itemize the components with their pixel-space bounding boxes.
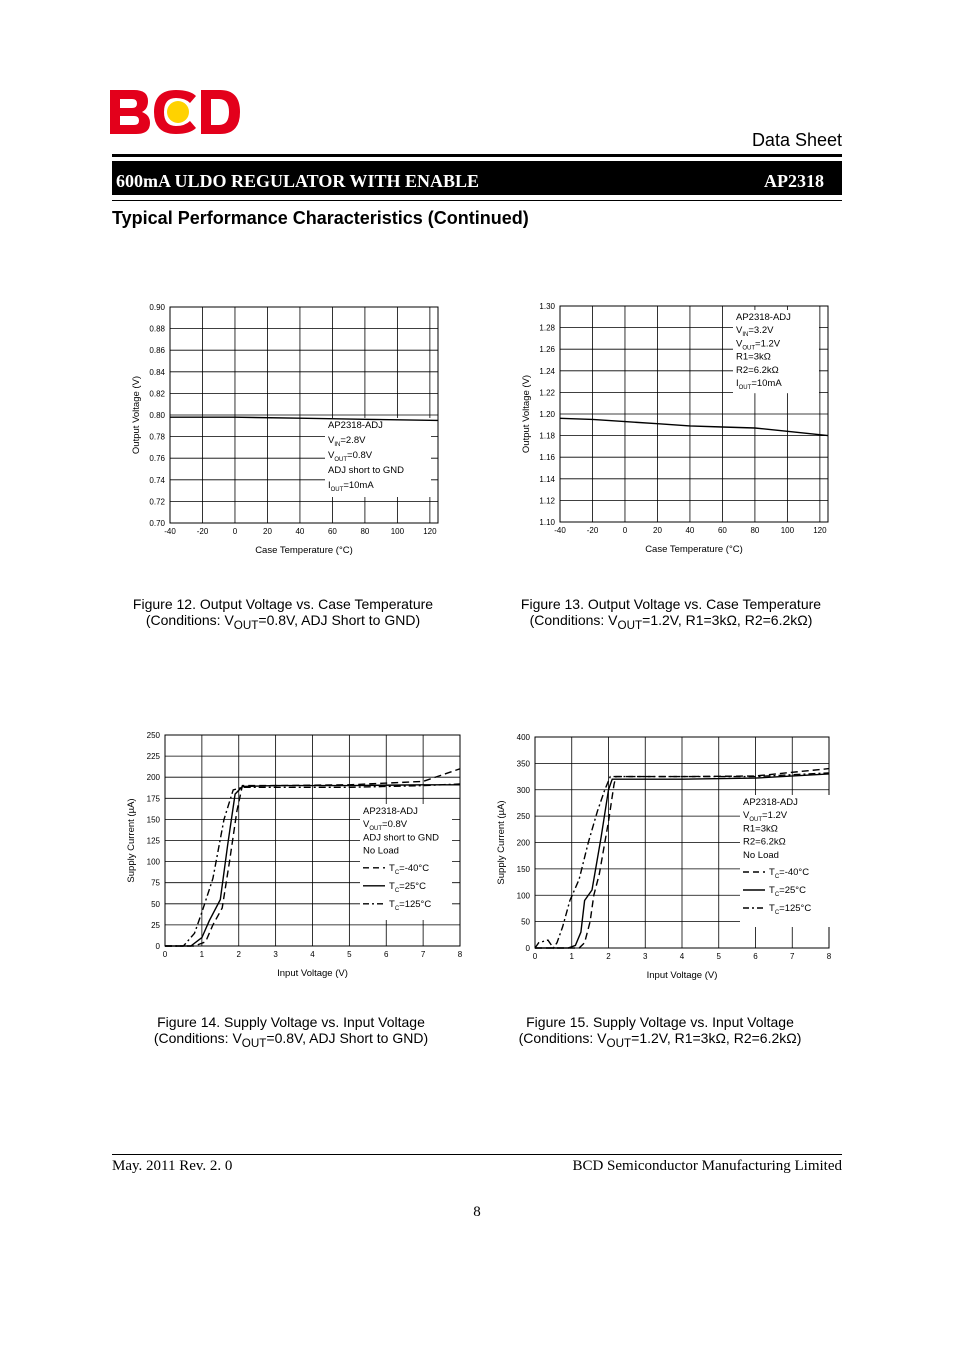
legend-text-main: AP2318-ADJ	[363, 806, 418, 817]
legend-text-rest: =1.2V	[762, 810, 788, 822]
y-tick-label: 1.24	[539, 366, 555, 376]
legend-text-main: V	[736, 325, 743, 337]
y-tick-label: 50	[521, 917, 530, 927]
legend-text-main: T	[389, 880, 395, 892]
legend-subscript: C	[394, 887, 400, 894]
x-axis-label: Case Temperature (°C)	[645, 544, 743, 555]
legend-text	[743, 837, 786, 848]
section-title: Typical Performance Characteristics (Continued)	[112, 208, 529, 228]
figure-13-caption	[484, 596, 858, 634]
y-tick-label: 100	[516, 891, 530, 901]
legend-text-main: ADJ short to GND	[328, 465, 405, 476]
y-tick-label: 175	[146, 794, 160, 804]
y-tick-label: 1.16	[539, 453, 555, 463]
x-tick-label: 3	[273, 950, 278, 959]
legend-subscript: IN	[742, 332, 749, 339]
legend-text-main: No Load	[363, 845, 399, 857]
x-tick-label: 0	[162, 950, 168, 959]
x-tick-label: 7	[420, 950, 426, 959]
y-tick-label: 1.10	[539, 518, 555, 527]
y-tick-label: 25	[151, 920, 160, 930]
x-tick-label: 2	[236, 950, 241, 959]
y-tick-label: 1.20	[539, 410, 555, 419]
x-tick-label: 80	[750, 526, 760, 535]
y-tick-label: 350	[516, 759, 530, 769]
legend-subscript: OUT	[369, 826, 383, 833]
legend-text-rest: =10mA	[343, 480, 374, 491]
legend-text-main: R1=3kΩ	[743, 823, 778, 835]
legend-subscript: C	[774, 874, 780, 880]
caption-text: =1.2V, R1=3kΩ, R2=6.2kΩ)	[642, 612, 813, 628]
figure-12-caption	[100, 596, 466, 634]
y-tick-label: 125	[146, 836, 160, 846]
legend-text-rest: =10mA	[751, 378, 782, 389]
caption-line: Figure 15. Supply Voltage vs. Input Voltage	[526, 1014, 794, 1030]
caption-line	[100, 612, 466, 634]
x-tick-label: 0	[532, 952, 538, 961]
y-tick-label: 0.78	[149, 432, 165, 442]
y-tick-label: 0.90	[149, 303, 165, 312]
caption-text: (Conditions: V	[529, 612, 618, 628]
legend-text-main: AP2318-ADJ	[736, 312, 791, 323]
x-tick-label: 1	[569, 952, 574, 961]
legend-text-rest: =25°C	[779, 885, 806, 896]
caption-line	[480, 1030, 840, 1052]
page-number: 8	[473, 1204, 481, 1220]
y-tick-label: 200	[146, 773, 160, 783]
legend-text-main: V	[328, 450, 335, 461]
part-number: AP2318	[764, 171, 824, 191]
x-tick-label: 8	[457, 950, 463, 959]
x-tick-label: 20	[263, 527, 272, 536]
y-tick-label: 1.28	[539, 323, 555, 333]
legend-text-rest: =125°C	[399, 898, 432, 910]
legend-subscript: OUT	[738, 385, 752, 391]
y-tick-label: 0.76	[149, 454, 165, 464]
footer-rule	[112, 1154, 842, 1155]
caption-line	[484, 612, 858, 634]
y-tick-label: 0.74	[149, 475, 165, 485]
caption-subscript: OUT	[241, 1036, 267, 1050]
y-tick-label: 250	[516, 812, 530, 822]
legend-subscript: OUT	[334, 457, 348, 463]
caption-text: (Conditions: V	[153, 1030, 242, 1046]
y-tick-label: 250	[146, 731, 160, 740]
legend-subscript: C	[774, 892, 780, 898]
legend-text-main: V	[743, 810, 750, 822]
y-tick-label: 200	[516, 838, 530, 848]
legend-text	[743, 823, 778, 834]
x-axis-label: Input Voltage (V)	[277, 968, 348, 979]
y-tick-label: 1.26	[539, 345, 555, 355]
y-tick-label: 0.86	[149, 346, 165, 356]
legend-text-main: R2=6.2kΩ	[736, 364, 779, 376]
x-tick-label: -20	[586, 526, 599, 535]
legend-text-main: AP2318-ADJ	[743, 797, 798, 808]
x-tick-label: 60	[327, 527, 337, 536]
legend-text-main: R1=3kΩ	[736, 351, 771, 363]
y-tick-label: 1.18	[539, 431, 555, 441]
x-tick-label: 0	[622, 526, 628, 535]
legend-text-main: ADJ short to GND	[363, 832, 440, 844]
y-tick-label: 1.22	[539, 388, 555, 398]
x-tick-label: 80	[360, 527, 370, 536]
legend-text-main: T	[769, 885, 775, 896]
legend-text-main: V	[328, 435, 335, 446]
caption-subscript: OUT	[233, 618, 259, 632]
legend-text-rest: =1.2V	[755, 338, 781, 350]
legend-subscript: OUT	[330, 487, 344, 493]
x-tick-label: 1	[199, 950, 205, 959]
y-tick-label: 0.84	[149, 367, 165, 377]
y-tick-label: 100	[146, 857, 160, 867]
x-tick-label: 5	[347, 950, 352, 959]
legend-subscript: OUT	[742, 345, 756, 352]
y-axis-label: Output Voltage (V)	[521, 374, 532, 454]
y-axis-label: Supply Current (µA)	[496, 800, 507, 885]
y-tick-label: 1.30	[539, 302, 555, 311]
x-tick-label: 2	[606, 952, 611, 961]
legend-text-main: V	[363, 819, 370, 831]
caption-line: Figure 12. Output Voltage vs. Case Temperature	[132, 596, 434, 612]
x-tick-label: 7	[790, 952, 795, 961]
caption-text: =0.8V, ADJ Short to GND)	[258, 612, 421, 628]
x-tick-label: 8	[826, 952, 832, 961]
y-tick-label: 0.72	[149, 497, 165, 507]
legend-text-main: I	[736, 378, 739, 389]
y-tick-label: 150	[516, 864, 530, 874]
legend-text-main: R2=6.2kΩ	[743, 836, 786, 848]
y-tick-label: 75	[151, 878, 160, 888]
legend-subscript: C	[774, 910, 780, 916]
y-tick-label: 50	[151, 899, 160, 909]
legend-text-main: V	[736, 338, 743, 350]
legend-text-main: T	[389, 898, 395, 910]
legend-text-rest: =25°C	[399, 880, 426, 892]
y-tick-label: 0	[155, 942, 160, 951]
x-tick-label: -40	[164, 527, 176, 536]
x-tick-label: 4	[310, 950, 315, 959]
x-axis-label: Case Temperature (°C)	[255, 545, 353, 556]
data-sheet-label: Data Sheet	[751, 130, 842, 150]
plot-area	[496, 733, 832, 981]
x-tick-label: 100	[390, 527, 405, 536]
legend-text-main: T	[389, 862, 395, 874]
legend-subscript: IN	[334, 442, 341, 448]
x-axis-label: Input Voltage (V)	[646, 970, 718, 981]
x-tick-label: 40	[295, 527, 305, 536]
x-tick-label: -20	[196, 527, 209, 536]
y-tick-label: 0	[525, 944, 530, 953]
y-axis-label: Supply Current (µA)	[126, 798, 137, 883]
figure-15-caption	[480, 1014, 840, 1052]
legend-text-rest: =3.2V	[748, 325, 774, 337]
caption-line	[110, 1030, 472, 1052]
y-tick-label: 300	[516, 785, 530, 795]
x-tick-label: 4	[679, 952, 685, 961]
x-tick-label: 60	[717, 526, 727, 535]
caption-subscript: OUT	[606, 1036, 632, 1050]
legend-subscript: C	[394, 869, 400, 876]
footer-company: BCD Semiconductor Manufacturing Limited	[572, 1158, 842, 1174]
figure-14-caption	[110, 1014, 472, 1052]
x-tick-label: 6	[753, 952, 758, 961]
legend-subscript: OUT	[749, 817, 763, 824]
legend-text-rest: =2.8V	[340, 435, 366, 446]
legend-text-main: No Load	[743, 849, 779, 861]
legend-text-rest: =0.8V	[382, 819, 408, 831]
y-axis-label: Output Voltage (V)	[131, 375, 142, 455]
legend-subscript: C	[394, 905, 400, 912]
x-tick-label: -40	[554, 526, 566, 535]
y-tick-label: 0.80	[149, 411, 165, 420]
legend-text-rest: =-40°C	[399, 862, 430, 874]
y-tick-label: 0.82	[149, 389, 165, 399]
footer-date-revision: May. 2011 Rev. 2. 0	[112, 1158, 233, 1174]
document-title: 600mA ULDO REGULATOR WITH ENABLE	[116, 171, 480, 191]
x-tick-label: 100	[780, 526, 795, 535]
caption-text: =1.2V, R1=3kΩ, R2=6.2kΩ)	[631, 1030, 802, 1046]
x-tick-label: 3	[643, 952, 648, 961]
caption-text: (Conditions: V	[518, 1030, 607, 1046]
caption-line: Figure 13. Output Voltage vs. Case Temperature	[520, 596, 822, 612]
y-tick-label: 1.14	[539, 474, 555, 484]
legend-text-main: AP2318-ADJ	[328, 420, 383, 431]
x-tick-label: 0	[232, 527, 238, 536]
legend-text-rest: =125°C	[779, 903, 812, 914]
legend-text	[743, 797, 798, 808]
legend-text-rest: =-40°C	[779, 867, 810, 878]
caption-subscript: OUT	[617, 618, 643, 632]
x-tick-label: 120	[813, 526, 827, 535]
y-tick-label: 400	[516, 733, 530, 742]
y-tick-label: 225	[146, 752, 160, 762]
x-tick-label: 20	[653, 526, 662, 535]
x-tick-label: 120	[423, 527, 437, 536]
y-tick-label: 1.12	[539, 496, 555, 506]
caption-text: =0.8V, ADJ Short to GND)	[266, 1030, 429, 1046]
caption-text: (Conditions: V	[145, 612, 234, 628]
legend-text-main: T	[769, 867, 775, 878]
x-tick-label: 6	[384, 950, 389, 959]
legend-text	[743, 850, 779, 861]
legend-text-rest: =0.8V	[347, 450, 373, 461]
y-tick-label: 0.88	[149, 324, 165, 334]
legend-text-main: I	[328, 480, 331, 491]
legend-text-main: T	[769, 903, 775, 914]
caption-line: Figure 14. Supply Voltage vs. Input Voltage	[157, 1014, 425, 1030]
x-tick-label: 40	[685, 526, 695, 535]
y-tick-label: 0.70	[149, 519, 165, 528]
y-tick-label: 150	[146, 815, 160, 825]
x-tick-label: 5	[716, 952, 721, 961]
